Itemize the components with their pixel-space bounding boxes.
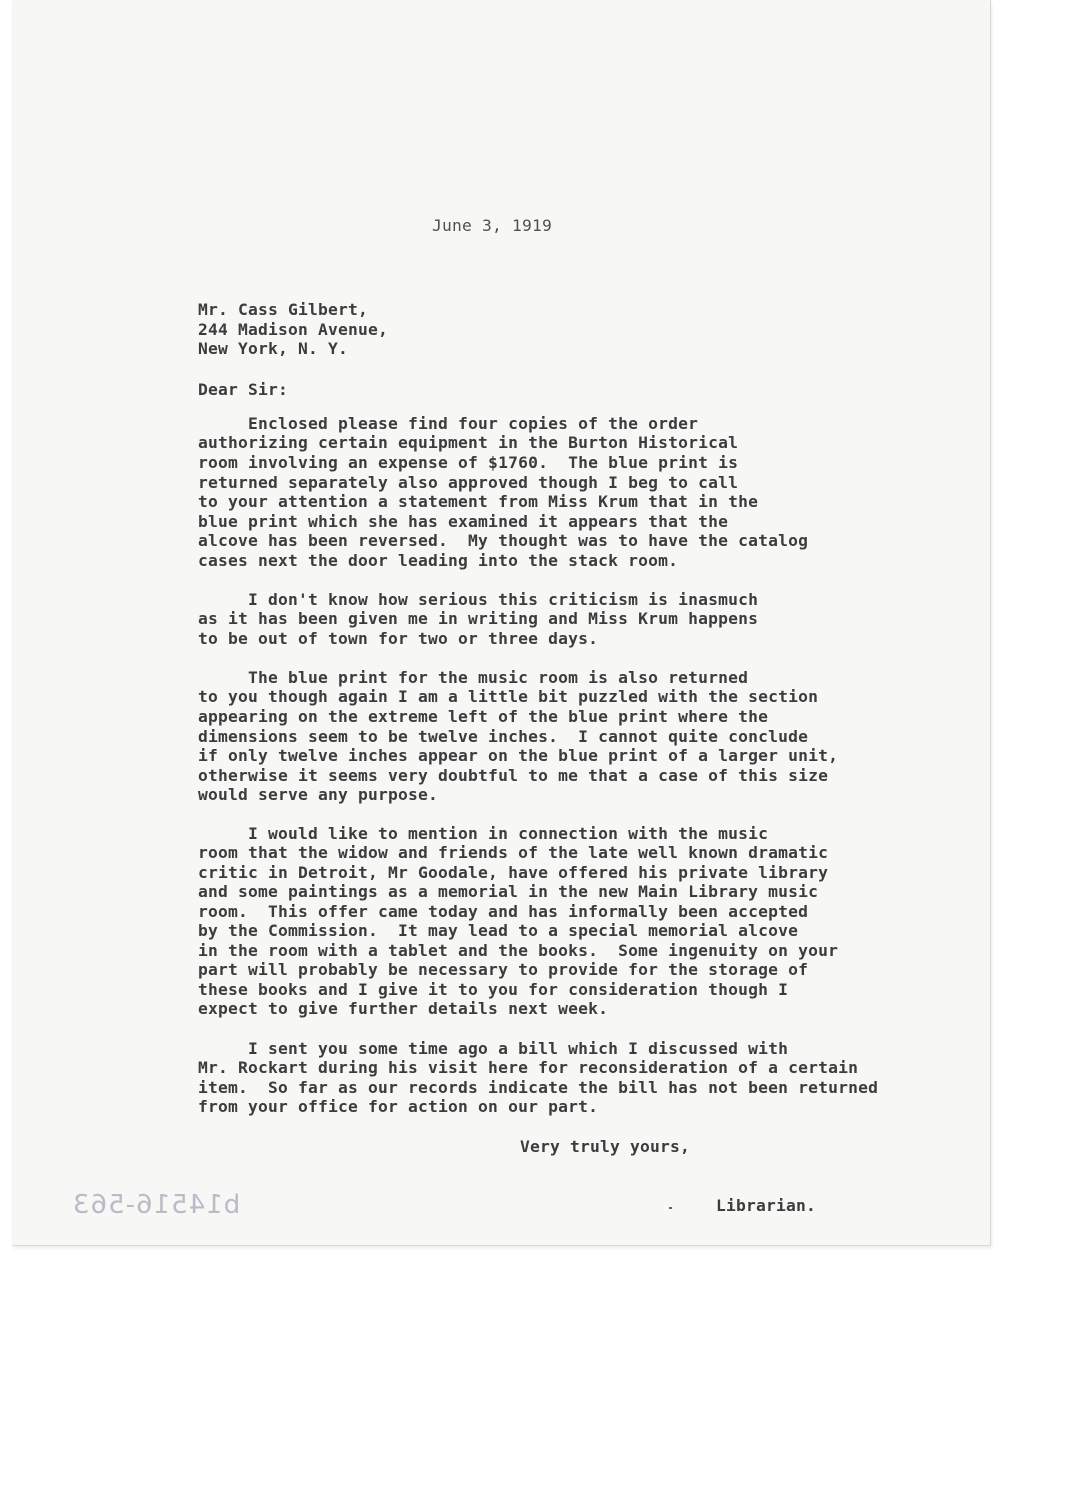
paragraph-4-line: expect to give further details next week. [198,999,609,1018]
paragraph-1-line: returned separately also approved though I beg to call [198,473,739,492]
paragraph-4-line: room. This offer came today and has informally been accepted [198,902,809,921]
paragraph-3-line: if only twelve inches appear on the blue print of a larger unit, [198,746,839,765]
paragraph-2-line: I don't know how serious this criticism is inasmuch [198,590,759,609]
paragraph-5-line: item. So far as our records indicate the bill has not been returned [198,1078,879,1097]
archive-pencil-mark: b14516-563 [72,1190,241,1220]
paragraph-5-line: Mr. Rockart during his visit here for reconsideration of a certain [198,1058,859,1077]
paragraph-3-line: appearing on the extreme left of the blue print where the [198,707,769,726]
letter-page [12,0,991,1246]
paragraph-3-line: to you though again I am a little bit puzzled with the section [198,687,819,706]
paragraph-1-line: authorizing certain equipment in the Burton Historical [198,433,739,452]
paragraph-1-line: cases next the door leading into the stack room. [198,551,679,570]
paragraph-4-line: by the Commission. It may lead to a special memorial alcove [198,921,799,940]
paragraph-2-line: as it has been given me in writing and Miss Krum happens [198,609,759,628]
paragraph-3-line: The blue print for the music room is also returned [198,668,749,687]
paragraph-4-line: these books and I give it to you for consideration though I [198,980,789,999]
paragraph-3-line: dimensions seem to be twelve inches. I cannot quite conclude [198,727,809,746]
paragraph-1-line: to your attention a statement from Miss Krum that in the [198,492,759,511]
signature-title: Librarian. [716,1196,817,1215]
paragraph-3-line: would serve any purpose. [198,785,439,804]
closing: Very truly yours, [520,1137,691,1156]
paragraph-4-line: and some paintings as a memorial in the new Main Library music [198,882,819,901]
salutation: Dear Sir: [198,380,289,399]
paragraph-2-line: to be out of town for two or three days. [198,629,599,648]
paragraph-4-line: in the room with a tablet and the books. Some ingenuity on your [198,941,839,960]
paragraph-5-line: from your office for action on our part. [198,1097,599,1116]
paragraph-1-line: blue print which she has examined it appears that the [198,512,729,531]
paragraph-5-line: I sent you some time ago a bill which I discussed with [198,1039,789,1058]
letter-date: June 3, 1919 [432,216,553,235]
recipient-line-1: Mr. Cass Gilbert, [198,300,369,319]
paragraph-4-line: critic in Detroit, Mr Goodale, have offered his private library [198,863,829,882]
paragraph-4-line: part will probably be necessary to provide for the storage of [198,960,809,979]
paragraph-4-line: room that the widow and friends of the late well known dramatic [198,843,829,862]
paragraph-1-line: Enclosed please find four copies of the order [198,414,699,433]
recipient-line-3: New York, N. Y. [198,339,349,358]
ink-dot [669,1207,672,1209]
paragraph-4-line: I would like to mention in connection with the music [198,824,769,843]
recipient-line-2: 244 Madison Avenue, [198,320,389,339]
paragraph-3-line: otherwise it seems very doubtful to me that a case of this size [198,766,829,785]
paragraph-1-line: alcove has been reversed. My thought was to have the catalog [198,531,809,550]
paragraph-1-line: room involving an expense of $1760. The blue print is [198,453,739,472]
